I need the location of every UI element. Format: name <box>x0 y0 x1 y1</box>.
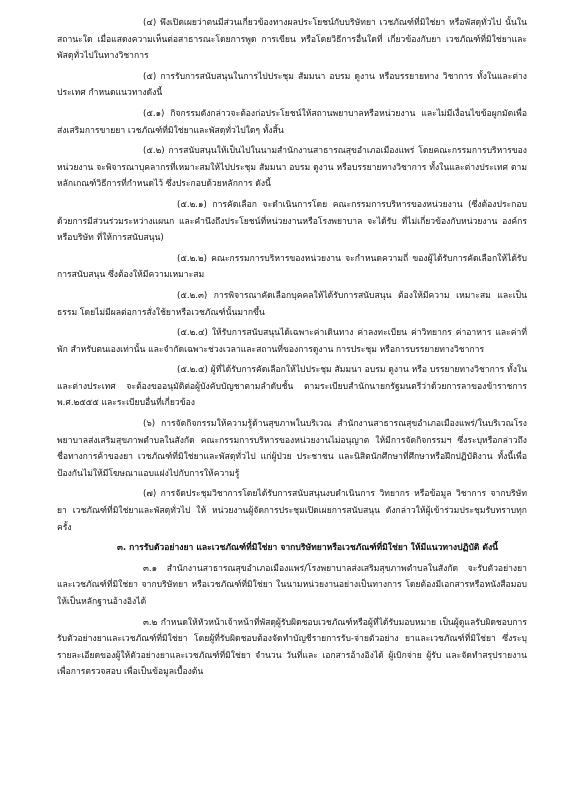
paragraph-5-2-4: (๕.๒.๔) ให้รับการสนับสนุนได้เฉพาะค่าเดินทาง ค่าลงทะเบียน ค่าวิทยากร ค่าอาหาร และค่าที่พัก สำหรับตนเองเท่านั้น และจำกัดเฉพาะช่วงเวลาและสถานที่ของการดูงาน การประชุม หรือการบรรยายทางวิชาการ <box>57 328 527 355</box>
paragraph-6: (๖) การจัดกิจกรรมให้ความรู้ด้านสุขภาพในบริเวณ สำนักงานสาธารณสุขอำเภอเมืองแพร่/ในบริเวณโรงพยาบาลส่งเสริมสุขภาพตำบลในสังกัด คณะกรรมการบริหารของหน่วยงานไม่อนุญาต ให้มีการจัดกิจกรรมฯ ซึ่งระบุหรือกล่าวถึงชื่อทางการค้าของยา เวชภัณฑ์ที่มิใช่ยาและพัสดุทั่วไป แก่ผู้ป่วย ประชาชน และนิสิตนักศึกษาที่ศึกษาหรือฝึกปฏิบัติงาน ทั้งนี้เพื่อป้องกันไม่ให้มีโฆษณาแอบแฝงไปกับการให้ความรู้ <box>57 419 527 479</box>
section-3-heading: ๓. การรับตัวอย่างยา และเวชภัณฑ์ที่มิใช่ยา จากบริษัทยาหรือเวชภัณฑ์ที่มิใช่ยา ให้มีแนวทางปฏิบัติ ดังนี้ <box>117 543 499 554</box>
paragraph-3-1: ๓.๑ สำนักงานสาธารณสุขอำเภอเมืองแพร่/โรงพยาบาลส่งเสริมสุขภาพตำบลในสังกัด จะรับตัวอย่างยาและเวชภัณฑ์ที่มิใช่ยา จากบริษัทยา หรือเวชภัณฑ์ที่มิใช่ยา ในนามหน่วยงานอย่างเป็นทางการ โดยต้องมีเอกสารหรือหนังสือมอบให้เป็นหลักฐานอ้างอิงได้ <box>57 563 527 607</box>
paragraph-3-2: ๓.๒ กำหนดให้หัวหน้าเจ้าหน้าที่พัสดุผู้รับผิดชอบเวชภัณฑ์หรือผู้ที่ได้รับมอบหมาย เป็นผู้ดูแลรับผิดชอบการรับตัวอย่างยาและเวชภัณฑ์ที่มิใช่ยา โดยผู้ที่รับผิดชอบต้องจัดทำบัญชีรายการรับ-จ่ายตัวอย่าง ยาและเวชภัณฑ์ที่มิใช่ยา ซึ่งระบุรายละเอียดของผู้ให้ตัวอย่างยาและเวชภัณฑ์ที่มิใช่ยา จำนวน วันที่และ เอกสารอ้างอิงได้ ผู้เบิกจ่าย ผู้รับ และจัดทำสรุปรายงานเพื่อการตรวจสอบ เพื่อเป็นข้อมูลเบื้องต้น <box>57 617 527 678</box>
paragraph-5-2-2: (๕.๒.๒) คณะกรรมการบริหารของหน่วยงาน จะกำหนดความถี่ ของผู้ได้รับการคัดเลือกให้ได้รับการสนับสนุน ซึ่งต้องให้มีความเหมาะสม <box>57 253 527 281</box>
paragraph-7: (๗) การจัดประชุมวิชาการโดยได้รับการสนับสนุนงบดำเนินการ วิทยากร หรือข้อมูล วิชาการ จากบริษัทยา เวชภัณฑ์ที่มิใช่ยาและพัสดุทั่วไป ให้ หน่วยงานผู้จัดการประชุมเปิดเผยการสนับสนุน ดังกล่าวให้ผู้เข้าร่วมประชุมรับทราบทุกครั้ง <box>57 489 527 533</box>
paragraph-5-1: (๕.๑) กิจกรรมดังกล่าวจะต้องก่อประโยชน์ให้สถานพยาบาลหรือหน่วยงาน และไม่มีเงื่อนไขข้อผูกมัดเพื่อส่งเสริมการขายยา เวชภัณฑ์ที่มิใช่ยาและพัสดุทั่วไปใดๆ ทั้งสิ้น <box>57 108 527 136</box>
paragraph-5-2-5: (๕.๒.๕) ผู้ที่ได้รับการคัดเลือกให้ไปประชุม สัมมนา อบรม ดูงาน หรือ บรรยายทางวิชาการ ทั้งในและต่างประเทศ จะต้องขออนุมัติต่อผู้บังคับบัญชาตามลำดับชั้น ตามระเบียบสำนักนายกรัฐมนตรีว่าด้วยการลาของข้าราชการ พ.ศ.๒๕๕๕ และระเบียบอื่นที่เกี่ยวข้อง <box>57 365 527 409</box>
document-page <box>57 15 527 681</box>
paragraph-5-2-3: (๕.๒.๓) การพิจารณาคัดเลือกบุคคลให้ได้รับการสนับสนุน ต้องให้มีความ เหมาะสม และเป็นธรรม โดยไม่มีผลต่อการสั่งใช้ยาหรือเวชภัณฑ์นั้นมากขึ้น <box>57 290 527 318</box>
paragraph-5-2: (๕.๒) การสนับสนุนให้เป็นไปในนามสำนักงานสาธารณสุขอำเภอเมืองแพร่ โดยคณะกรรมการบริหารของหน่วยงาน จะพิจารณาบุคลากรที่เหมาะสมให้ไปประชุม สัมมนา อบรม ดูงาน หรือบรรยายทางวิชาการ ทั้งในและต่างประเทศ ตามหลักเกณฑ์วิธีการที่กำหนดไว้ ซึ่งประกอบด้วยหลักการ ดังนี้ <box>57 146 527 190</box>
paragraph-5: (๕) การรับการสนับสนุนในการไปประชุม สัมมนา อบรม ดูงาน หรือบรรยายทาง วิชาการ ทั้งในและต่างประเทศ กำหนดแนวทางดังนี้ <box>57 71 527 99</box>
paragraph-4: (๔) พึงเปิดเผยว่าตนมีส่วนเกี่ยวข้องทางผลประโยชน์กับบริษัทยา เวชภัณฑ์ที่มิใช่ยา หรือพัสดุทั่วไป นั้นในสถานะใด เมื่อแสดงความเห็นต่อสาธารณะโดยการพูด การเขียน หรือโดยวิธีการอื่นใดที่ เกี่ยวข้องกับยา เวชภัณฑ์ที่มิใช่ยาและพัสดุทั่วไปในทางวิชาการ <box>57 18 527 62</box>
paragraph-5-2-1: (๕.๒.๑) การคัดเลือก จะดำเนินการโดย คณะกรรมการบริหารของหน่วยงาน (ซึ่งต้องประกอบด้วยการมีส่วนร่วมระหว่างแผนก และคำนึงถึงประโยชน์ที่หน่วยงานหรือโรงพยาบาล จะได้รับ ที่ไม่เกี่ยวข้องกับหน่วยงาน องค์กร หรือบริษัท ที่ให้การสนับสนุน) <box>57 199 527 244</box>
